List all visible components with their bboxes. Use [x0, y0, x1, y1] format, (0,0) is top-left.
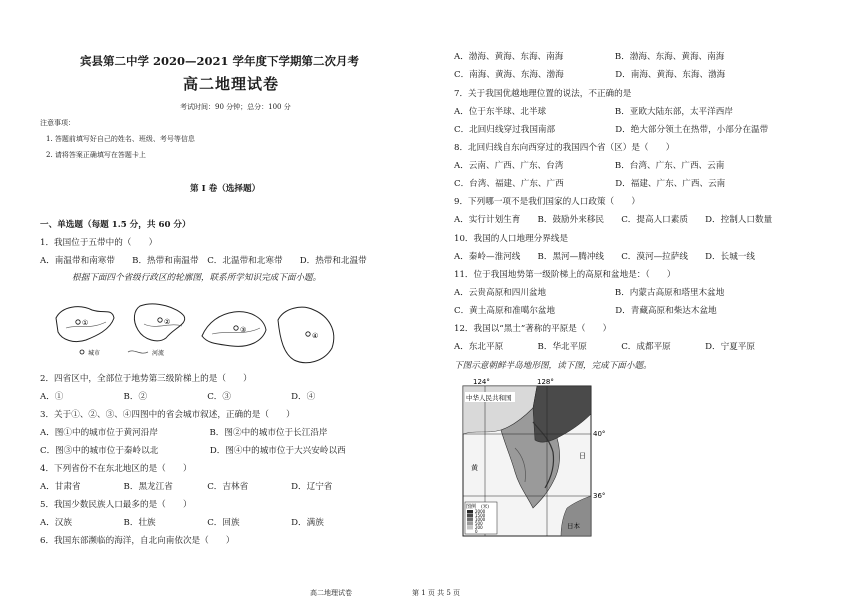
subject-title: 高二地理试卷: [183, 75, 280, 93]
question-options: A．汉族 B．壮族 C．回族 D．满族: [40, 518, 324, 528]
latitude-36-label: 36°: [593, 492, 606, 500]
part-heading: 一、单选题（每题 1.5 分，共 60 分）: [40, 220, 191, 230]
korean-peninsula-terrain-map: [457, 378, 606, 540]
question-options: A．秦岭—淮河线 B．黑河—腾冲线 C．漠河—拉萨线 D．长城一线: [454, 252, 755, 262]
question-options: A．图①中的城市位于黄河沿岸 B．图②中的城市位于长江沿岸: [40, 428, 328, 438]
question-options: A．位于东半球、北半球 B．亚欧大陆东部，太平洋西岸: [454, 107, 733, 117]
province-outline-maps: [52, 300, 342, 368]
footer-page-number: 第 1 页 共 5 页: [412, 589, 461, 597]
legend-city-label: 城市: [88, 350, 101, 357]
question-text: 3．关于①、②、③、④四图中的省会城市叙述，正确的是（ ）: [40, 410, 295, 420]
question-text: 1．我国位于五带中的（ ）: [40, 238, 158, 248]
legend-value: 2000: [475, 509, 486, 514]
legend-title: 图例: [466, 504, 477, 510]
legend-unit: (米): [481, 505, 490, 510]
question-text: 2．四省区中，全部位于地势第三级阶梯上的是（ ）: [40, 374, 252, 384]
question-text: 9．下列哪一项不是我们国家的人口政策（ ）: [454, 197, 640, 207]
question-text: 10．我国的人口地理分界线是: [454, 234, 569, 244]
question-options: C．台湾、福建、广东、广西 D．福建、广东、广西、云南: [454, 179, 726, 189]
sea-of-japan-label: 日: [579, 452, 586, 460]
yellow-sea-label: 黄: [471, 464, 478, 472]
question-options: C．黄土高原和准噶尔盆地 D．青藏高原和柴达木盆地: [454, 306, 717, 316]
question-options: A．云南、广西、广东、台湾 B．台湾、广东、广西、云南: [454, 161, 725, 171]
map-label-3: ③: [240, 326, 247, 334]
question-text: 12．我国以“黑土”著称的平原是（ ）: [454, 324, 612, 334]
legend-value: 200: [475, 525, 483, 530]
map-label-2: ②: [164, 318, 171, 326]
question-text: 5．我国少数民族人口最多的是（ ）: [40, 500, 192, 510]
volume-heading: 第 I 卷（选择题）: [190, 184, 261, 194]
question-options: C．南海、黄海、东海、渤海 D．南海、黄海、东海、渤海: [454, 70, 726, 80]
question-text: 11．位于我国地势第一级阶梯上的高原和盆地是：（ ）: [454, 270, 676, 280]
note-item: 1. 答题前填写好自己的姓名、班级、考号等信息: [46, 135, 195, 143]
question-options: A．① B．② C．③ D．④: [40, 392, 316, 402]
japan-label: 日本: [567, 522, 580, 530]
country-label: 中华人民共和国: [466, 394, 512, 402]
legend-value: 0: [475, 529, 478, 534]
question-text: 6．我国东部濒临的海洋，自北向南依次是（ ）: [40, 536, 235, 546]
notes-heading: 注意事项：: [40, 119, 75, 127]
exam-time-score: 考试时间：90 分钟；总分：100 分: [180, 103, 291, 111]
question-text: 8．北回归线自东向西穿过的我国四个省（区）是（ ）: [454, 143, 675, 153]
footer-subject: 高二地理试卷: [310, 589, 352, 597]
instruction-text: 根据下面四个省级行政区的轮廓图，联系所学知识完成下面小题。: [72, 273, 322, 283]
longitude-124-label: 124°: [473, 378, 490, 386]
question-text: 7．关于我国优越地理位置的说法，不正确的是: [454, 89, 632, 99]
legend-value: 1500: [475, 513, 486, 518]
latitude-40-label: 40°: [593, 430, 606, 438]
question-options: A．云贵高原和四川盆地 B．内蒙古高原和塔里木盆地: [454, 288, 725, 298]
question-options: A．甘肃省 B．黑龙江省 C．吉林省 D．辽宁省: [40, 482, 333, 492]
legend-river-label: 河流: [152, 350, 165, 357]
map-label-4: ④: [312, 332, 319, 340]
question-options: A．东北平原 B．华北平原 C．成都平原 D．宁夏平原: [454, 342, 755, 352]
question-text: 4．下列省份不在东北地区的是（ ）: [40, 464, 192, 474]
legend-value: 1000: [475, 517, 486, 522]
instruction-text: 下图示意朝鲜半岛地形图，读下图，完成下面小题。: [454, 361, 652, 371]
map-label-1: ①: [82, 319, 89, 327]
question-options: C．图③中的城市位于秦岭以北 D．图④中的城市位于大兴安岭以西: [40, 446, 346, 456]
exam-title: 宾县第二中学 2020—2021 学年度下学期第二次月考: [80, 54, 360, 68]
question-options: A．实行计划生育 B．鼓励外来移民 C．提高人口素质 D．控制人口数量: [454, 215, 773, 225]
note-item: 2. 请将答案正确填写在答题卡上: [46, 151, 146, 159]
legend-value: 500: [475, 521, 483, 526]
question-options: C．北回归线穿过我国南部 D．绝大部分领土在热带，小部分在温带: [454, 125, 769, 135]
longitude-128-label: 128°: [537, 378, 554, 386]
question-options: A．南温带和南寒带 B．热带和南温带 C．北温带和北寒带 D．热带和北温带: [40, 256, 367, 266]
question-options: A．渤海、黄海、东海、南海 B．渤海、东海、黄海、南海: [454, 52, 725, 62]
